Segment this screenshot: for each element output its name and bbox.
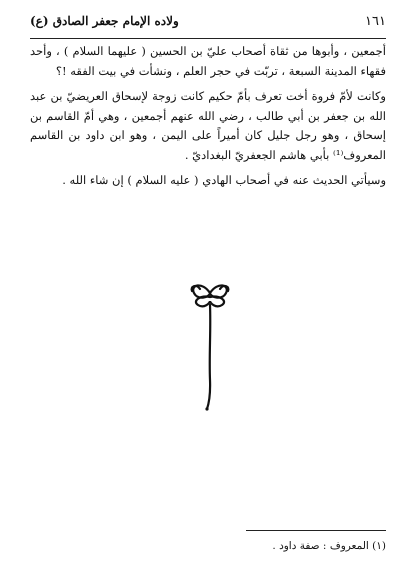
page-number: ١٦١ bbox=[365, 14, 386, 29]
page-header bbox=[30, 12, 386, 36]
paragraph-2: وكانت لأمّ فروة أخت تعرف بأمّ حكيم كانت زوجة لإسحاق العريضيّ بن عبد الله بن جعفر بن أبي طالب ، رضي الله عنهم أجمعين ، وهي أمّ القاسم بن إسحاق ، وهو رجل جليل كان أميراً على اليمن ، وهو ابن داود بن القاسم المعروف⁽¹⁾ بأبي هاشم الجعفريّ البغداديّ . bbox=[30, 89, 386, 162]
header-rule bbox=[30, 38, 386, 39]
footnote-rule bbox=[246, 530, 386, 531]
footnote: (١) المعروف : صفة داود . bbox=[272, 540, 386, 552]
paragraph-1: أجمعين ، وأبوها من ثقاة أصحاب عليّ بن الحسين ( عليهما السلام ) ، وأحد فقهاء المدينة السبعة ، تربّت في حجر العلم ، ونشأت في بيت الفقه !؟ bbox=[30, 44, 386, 78]
running-title: ولاده الإمام جعفر الصادق (ع) bbox=[30, 14, 179, 28]
main-text bbox=[30, 42, 386, 197]
paragraph-3: وسيأتي الحديث عنه في أصحاب الهادي ( عليه السلام ) إن شاء الله . bbox=[62, 173, 386, 187]
ornament-divider bbox=[180, 275, 240, 415]
